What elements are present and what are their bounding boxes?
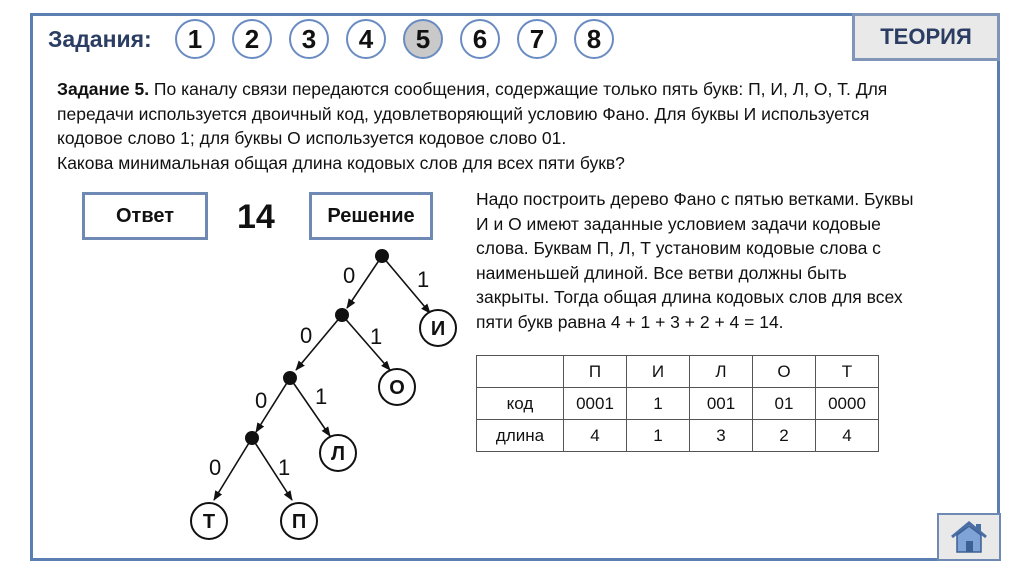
task-line-4: Какова минимальная общая длина кодовых слов для всех пяти букв? [57,152,625,173]
solution-line: наименьшей длиной. Все ветви должны быть [476,262,847,283]
task-2-button[interactable]: 2 [232,19,272,59]
task-7-button[interactable]: 7 [517,19,557,59]
table-cell: 1 [627,388,690,420]
edge-label: 1 [417,267,430,292]
table-cell: Л [690,356,753,388]
task-6-button[interactable]: 6 [460,19,500,59]
tree-node [335,308,349,322]
home-button[interactable] [937,513,1001,561]
solution-line: И и О имеют заданные условием задачи кодовые [476,213,881,234]
edge-label: 1 [278,455,291,480]
task-8-button[interactable]: 8 [574,19,614,59]
task-3-button[interactable]: 3 [289,19,329,59]
task-4-button[interactable]: 4 [346,19,386,59]
answer-button[interactable]: Ответ [82,192,208,240]
table-cell: П [564,356,627,388]
solution-line: Надо построить дерево Фано с пятью ветками. Буквы [476,189,914,209]
table-cell: 0001 [564,388,627,420]
edge-label: 0 [255,388,268,413]
table-cell: 0000 [816,388,879,420]
table-cell: О [753,356,816,388]
answer-value: 14 [237,198,275,236]
table-cell: Т [816,356,879,388]
leaf-label: О [389,377,405,399]
tree-node [375,249,389,263]
task-line-2: передачи используется двоичный код, удовлетворяющий условию Фано. Для буквы И используется [57,103,870,124]
solution-line: пяти букв равна 4 + 1 + 3 + 2 + 4 = 14. [476,311,784,332]
table-cell: И [627,356,690,388]
task-line-3: кодовое слово 1; для буквы О используется кодовое слово 01. [57,128,567,148]
table-cell: 4 [816,420,879,452]
tree-node [283,371,297,385]
table-cell: 001 [690,388,753,420]
home-icon [949,520,989,554]
edge-label: 0 [300,323,313,348]
table-cell: код [477,388,564,420]
table-cell: 3 [690,420,753,452]
edge-label: 1 [370,324,383,349]
solution-line: слова. Буквам П, Л, Т установим кодовые слова с [476,238,881,258]
tree-edge [342,315,390,370]
task-1-button[interactable]: 1 [175,19,215,59]
solution-line: закрыты. Тогда общая длина кодовых слов для всех [476,287,903,307]
solution-button[interactable]: Решение [309,192,433,240]
tree-node [245,431,259,445]
table-cell: 1 [627,420,690,452]
task-line-1: По каналу связи передаются сообщения, содержащие только пять букв: П, И, Л, О, Т. Для [149,79,888,99]
task-5-button[interactable]: 5 [403,19,443,59]
theory-button[interactable]: ТЕОРИЯ [852,13,1000,61]
task-title: Задание 5. [57,79,150,99]
table-cell: 01 [753,388,816,420]
table-cell: длина [477,420,564,452]
leaf-label: Л [330,443,346,465]
table-cell: 2 [753,420,816,452]
edge-label: 0 [209,455,222,480]
edge-label: 1 [315,384,328,409]
edge-label: 0 [343,263,356,288]
leaf-label: Т [202,511,216,533]
leaf-label: П [291,511,307,533]
table-cell: 4 [564,420,627,452]
tasks-label: Задания: [48,26,152,52]
leaf-label: И [430,318,446,340]
